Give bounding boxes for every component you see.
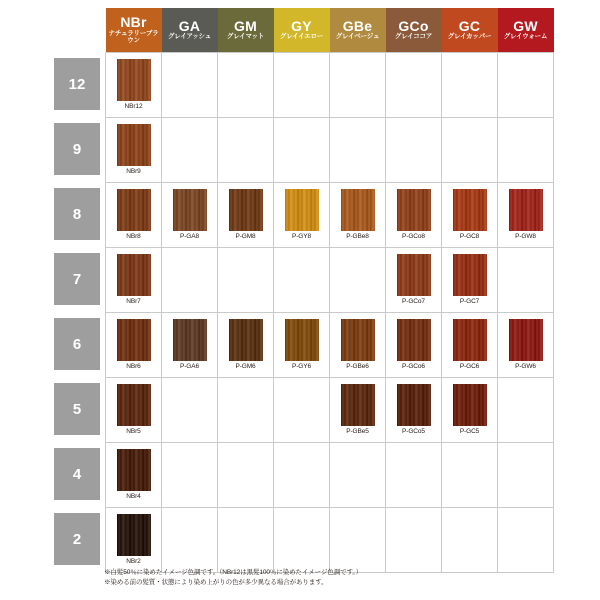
column-header-gbe — [330, 8, 386, 52]
swatch-label: P-GCo7 — [402, 297, 425, 305]
swatch-cell[interactable] — [162, 442, 218, 507]
footnote-2: ※染める前の髪質・状態により染め上がりの色が多少異なる場合があります。 — [104, 579, 328, 587]
swatch-cell[interactable] — [218, 442, 274, 507]
color-swatch — [453, 319, 487, 361]
column-code: GBe — [342, 17, 373, 34]
column-code: GW — [513, 17, 538, 34]
column-header-gm — [218, 8, 274, 52]
row-header-9 — [48, 117, 106, 182]
swatch-cell[interactable] — [386, 507, 442, 572]
swatch-cell[interactable] — [218, 312, 274, 377]
level-badge: 5 — [54, 383, 100, 435]
level-badge: 7 — [54, 253, 100, 305]
color-swatch — [117, 59, 151, 101]
swatch-cell[interactable] — [386, 442, 442, 507]
swatch-cell[interactable] — [218, 182, 274, 247]
color-swatch — [509, 319, 543, 361]
column-name-jp: グレイベージュ — [335, 33, 380, 41]
swatch-label: NBr2 — [126, 557, 141, 565]
color-swatch — [117, 254, 151, 296]
swatch-cell[interactable] — [442, 117, 498, 182]
color-swatch — [117, 514, 151, 556]
swatch-cell[interactable] — [442, 377, 498, 442]
row-header-2 — [48, 507, 106, 572]
swatch-cell[interactable] — [218, 507, 274, 572]
swatch-cell[interactable] — [386, 52, 442, 117]
table-row — [48, 247, 554, 312]
swatch-cell[interactable] — [218, 247, 274, 312]
color-swatch — [117, 124, 151, 166]
level-badge: 4 — [54, 448, 100, 500]
swatch-cell[interactable] — [330, 117, 386, 182]
level-badge: 8 — [54, 188, 100, 240]
swatch-label: P-GBe5 — [346, 427, 369, 435]
footnotes — [104, 568, 362, 588]
color-swatch — [285, 319, 319, 361]
level-badge: 12 — [54, 58, 100, 110]
column-code: GC — [458, 17, 481, 34]
swatch-cell[interactable] — [274, 52, 330, 117]
color-swatch — [341, 319, 375, 361]
column-header-nbr — [106, 8, 162, 52]
swatch-cell[interactable] — [442, 52, 498, 117]
row-header-4 — [48, 442, 106, 507]
swatch-label: P-GC7 — [459, 297, 480, 305]
swatch-cell[interactable] — [330, 182, 386, 247]
swatch-label: P-GCo5 — [402, 427, 425, 435]
swatch-label: P-GW8 — [515, 232, 536, 240]
color-swatch — [397, 189, 431, 231]
row-header-8 — [48, 182, 106, 247]
column-code: NBr — [120, 14, 147, 31]
swatch-cell[interactable] — [442, 507, 498, 572]
swatch-label: P-GY8 — [291, 232, 311, 240]
column-name-jp: グレイウォーム — [503, 33, 548, 41]
swatch-cell[interactable] — [498, 377, 554, 442]
swatch-cell[interactable] — [274, 117, 330, 182]
swatch-cell[interactable] — [106, 442, 162, 507]
swatch-label: P-GM8 — [235, 232, 256, 240]
swatch-cell[interactable] — [106, 247, 162, 312]
color-swatch — [117, 189, 151, 231]
color-swatch — [397, 254, 431, 296]
chart-header-row-group — [48, 8, 554, 52]
swatch-cell[interactable] — [218, 117, 274, 182]
table-row — [48, 507, 554, 572]
swatch-cell[interactable] — [274, 247, 330, 312]
swatch-label: P-GC5 — [459, 427, 480, 435]
swatch-cell[interactable] — [274, 182, 330, 247]
swatch-cell[interactable] — [274, 507, 330, 572]
column-name-jp: グレイイエロー — [279, 33, 324, 41]
swatch-cell[interactable] — [330, 247, 386, 312]
table-row — [48, 442, 554, 507]
color-swatch — [453, 189, 487, 231]
column-header-gw — [498, 8, 554, 52]
swatch-label: NBr7 — [126, 297, 141, 305]
swatch-cell[interactable] — [106, 312, 162, 377]
column-header-gc — [442, 8, 498, 52]
column-name-jp: グレイマット — [226, 33, 265, 41]
row-header-7 — [48, 247, 106, 312]
table-row — [48, 52, 554, 117]
color-swatch — [229, 189, 263, 231]
swatch-label: NBr5 — [126, 427, 141, 435]
swatch-cell[interactable] — [106, 507, 162, 572]
swatch-cell[interactable] — [106, 117, 162, 182]
column-code: GA — [178, 17, 201, 34]
color-swatch — [229, 319, 263, 361]
swatch-cell[interactable] — [218, 377, 274, 442]
swatch-label: P-GY6 — [291, 362, 311, 370]
swatch-label: P-GW6 — [515, 362, 536, 370]
swatch-label: NBr4 — [126, 492, 141, 500]
swatch-cell[interactable] — [442, 182, 498, 247]
swatch-cell[interactable] — [386, 182, 442, 247]
swatch-label: P-GC8 — [459, 232, 480, 240]
color-swatch — [173, 319, 207, 361]
swatch-label: NBr8 — [126, 232, 141, 240]
swatch-cell[interactable] — [498, 442, 554, 507]
column-name-jp: ナチュラリーブラウン — [108, 29, 159, 44]
color-swatch — [397, 384, 431, 426]
swatch-cell[interactable] — [498, 52, 554, 117]
swatch-cell[interactable] — [162, 377, 218, 442]
color-swatch — [173, 189, 207, 231]
swatch-cell[interactable] — [442, 442, 498, 507]
row-header-5 — [48, 377, 106, 442]
swatch-cell[interactable] — [330, 312, 386, 377]
swatch-label: P-GCo6 — [402, 362, 425, 370]
column-code: GM — [234, 17, 257, 34]
swatch-cell[interactable] — [386, 312, 442, 377]
chart-body — [48, 52, 554, 572]
swatch-cell[interactable] — [442, 312, 498, 377]
swatch-cell[interactable] — [162, 312, 218, 377]
footnote-1: ※白髪50％に染めたイメージ色調です。（NBr12は黒髪100％に染めたイメージ色調です。） — [104, 569, 362, 576]
color-swatch — [117, 449, 151, 491]
swatch-label: P-GBe8 — [346, 232, 369, 240]
swatch-cell[interactable] — [162, 247, 218, 312]
swatch-cell[interactable] — [330, 377, 386, 442]
column-name-jp: グレイココア — [394, 33, 433, 41]
row-header-6 — [48, 312, 106, 377]
column-header-gco — [386, 8, 442, 52]
swatch-cell[interactable] — [274, 312, 330, 377]
color-swatch — [117, 319, 151, 361]
swatch-cell[interactable] — [162, 52, 218, 117]
swatch-label: P-GA6 — [179, 362, 199, 370]
swatch-cell[interactable] — [106, 182, 162, 247]
swatch-cell[interactable] — [162, 182, 218, 247]
swatch-cell[interactable] — [498, 507, 554, 572]
color-swatch — [453, 384, 487, 426]
column-code: GY — [291, 17, 312, 34]
swatch-label: NBr12 — [124, 102, 143, 110]
color-swatch — [397, 319, 431, 361]
swatch-cell[interactable] — [442, 247, 498, 312]
swatch-cell[interactable] — [498, 182, 554, 247]
swatch-cell[interactable] — [330, 52, 386, 117]
swatch-cell[interactable] — [330, 507, 386, 572]
swatch-cell[interactable] — [274, 442, 330, 507]
color-swatch — [509, 189, 543, 231]
swatch-cell[interactable] — [106, 377, 162, 442]
swatch-label: P-GBe6 — [346, 362, 369, 370]
swatch-cell[interactable] — [274, 377, 330, 442]
hair-color-chart-table — [48, 8, 554, 573]
swatch-cell[interactable] — [386, 377, 442, 442]
swatch-cell[interactable] — [162, 117, 218, 182]
column-header-row — [48, 8, 554, 52]
table-row — [48, 117, 554, 182]
swatch-label: P-GC6 — [459, 362, 480, 370]
swatch-label: NBr9 — [126, 167, 141, 175]
column-name-jp: グレイアッシュ — [168, 33, 211, 41]
corner-cell — [48, 8, 106, 52]
swatch-cell[interactable] — [498, 117, 554, 182]
swatch-cell[interactable] — [498, 312, 554, 377]
swatch-cell[interactable] — [218, 52, 274, 117]
swatch-cell[interactable] — [106, 52, 162, 117]
color-swatch — [117, 384, 151, 426]
level-badge: 6 — [54, 318, 100, 370]
level-badge: 2 — [54, 513, 100, 565]
swatch-cell[interactable] — [498, 247, 554, 312]
table-row — [48, 182, 554, 247]
column-header-ga — [162, 8, 218, 52]
swatch-cell[interactable] — [330, 442, 386, 507]
level-badge: 9 — [54, 123, 100, 175]
swatch-cell[interactable] — [386, 247, 442, 312]
swatch-label: P-GM6 — [235, 362, 256, 370]
color-swatch — [285, 189, 319, 231]
swatch-label: P-GA8 — [179, 232, 199, 240]
column-name-jp: グレイカッパー — [447, 33, 492, 41]
row-header-12 — [48, 52, 106, 117]
swatch-label: NBr6 — [126, 362, 141, 370]
swatch-label: P-GCo8 — [402, 232, 425, 240]
color-swatch — [341, 189, 375, 231]
column-code: GCo — [398, 17, 429, 34]
swatch-cell[interactable] — [162, 507, 218, 572]
table-row — [48, 377, 554, 442]
color-swatch — [341, 384, 375, 426]
table-row — [48, 312, 554, 377]
color-swatch — [453, 254, 487, 296]
column-header-gy — [274, 8, 330, 52]
swatch-cell[interactable] — [386, 117, 442, 182]
